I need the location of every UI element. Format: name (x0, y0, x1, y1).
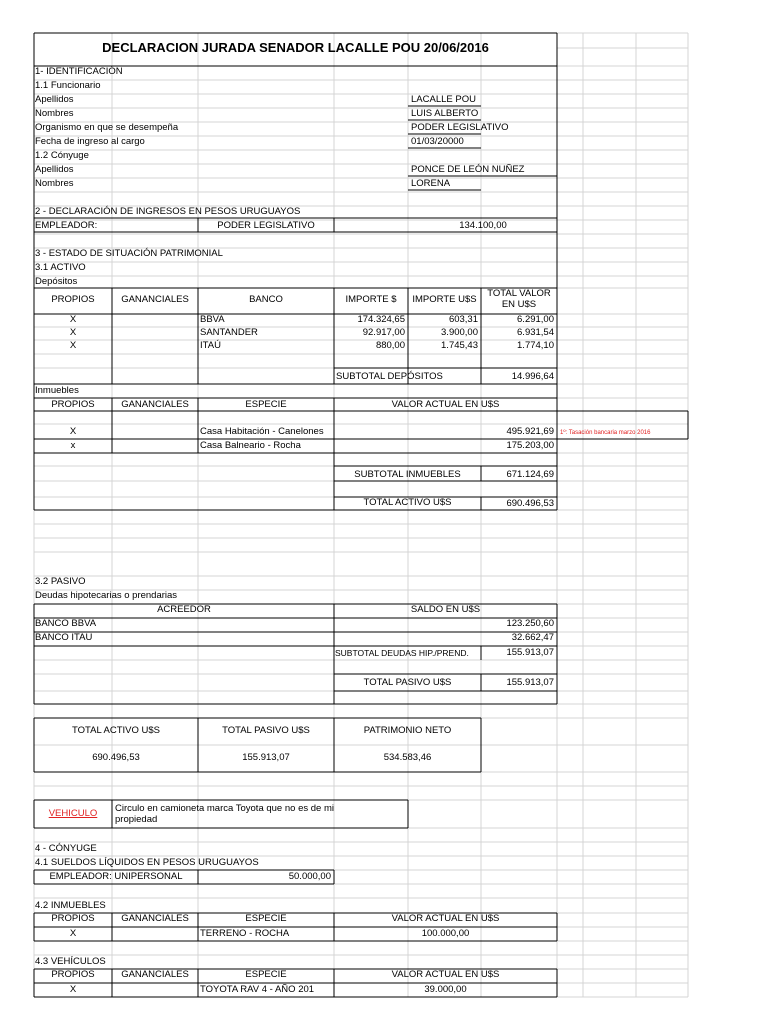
total-pasivo-value: 155.913,07 (506, 677, 554, 688)
apellidos-value: LACALLE POU (411, 94, 476, 105)
cv-header-valor: VALOR ACTUAL EN U$S (391, 969, 500, 980)
subtotal-deudas-label: SUBTOTAL DEUDAS HIP./PREND. (335, 648, 469, 658)
dep-row-1-usd: 603,31 (448, 314, 478, 325)
vehiculo-label: VEHICULO (48, 808, 98, 819)
empleador-value: PODER LEGISLATIVO (217, 220, 315, 231)
inm-header-valor: VALOR ACTUAL EN U$S (391, 399, 500, 410)
dep-row-2-banco: SANTANDER (200, 327, 258, 338)
pasivo-row-1-acreedor: BANCO BBVA (35, 618, 97, 629)
dep-header-total-1: TOTAL VALOR (487, 288, 551, 299)
inm-row-2-valor: 175.203,00 (506, 440, 554, 451)
saldo-header: SALDO EN U$S (410, 604, 481, 615)
section-conyuge: 4 - CÓNYUGE (35, 843, 97, 854)
inm-row-1-note: 1º: Tasación bancaria marzo 2016 (560, 430, 651, 436)
resumen-activo-label: TOTAL ACTIVO U$S (72, 725, 160, 736)
inm-row-2-propios: x (70, 440, 76, 451)
resumen-activo-value: 690.496,53 (92, 752, 140, 763)
inm-header-especie: ESPECIE (245, 399, 287, 410)
funcionario-heading: 1.1 Funcionario (35, 80, 101, 91)
cv-row-valor: 39.000,00 (424, 984, 467, 995)
ci-header-especie: ESPECIE (245, 913, 287, 924)
deudas-heading: Deudas hipotecarias o prendarias (35, 590, 178, 601)
dep-row-2-propios: X (69, 327, 77, 338)
conyuge-heading: 1.2 Cónyuge (35, 150, 89, 161)
sueldos-heading: 4.1 SUELDOS LÍQUIDOS EN PESOS URUGUAYOS (35, 857, 259, 868)
pasivo-row-2-acreedor: BANCO ITAU (35, 632, 93, 643)
organismo-value: PODER LEGISLATIVO (411, 122, 509, 133)
fecha-ingreso-label: Fecha de ingreso al cargo (35, 136, 145, 147)
vehiculo-text-2: propiedad (115, 814, 158, 825)
ci-header-propios: PROPIOS (51, 913, 95, 924)
dep-row-1-banco: BBVA (200, 314, 225, 325)
nombres-value: LUIS ALBERTO (411, 108, 479, 119)
subtotal-depositos-value: 14.996,64 (511, 371, 554, 382)
inmuebles-heading: Inmuebles (35, 385, 79, 396)
page-title: DECLARACION JURADA SENADOR LACALLE POU 20/06/2016 (102, 40, 489, 55)
activo-heading: 3.1 ACTIVO (35, 262, 86, 273)
nombres-label: Nombres (35, 108, 74, 119)
subtotal-depositos-label: SUBTOTAL DEPÓSITOS (336, 371, 443, 382)
acreedor-header: ACREEDOR (157, 604, 211, 615)
pasivo-row-2-saldo: 32.662,47 (511, 632, 554, 643)
ci-row-especie: TERRENO - ROCHA (200, 928, 290, 939)
ci-row-propios: X (69, 928, 77, 939)
inm-row-2-especie: Casa Balneario - Rocha (200, 440, 301, 451)
resumen-neto-label: PATRIMONIO NETO (363, 725, 452, 736)
total-pasivo-label: TOTAL PASIVO U$S (363, 677, 452, 688)
total-activo-label: TOTAL ACTIVO U$S (363, 497, 452, 508)
resumen-pasivo-value: 155.913,07 (242, 752, 290, 763)
pasivo-row-1-saldo: 123.250,60 (506, 618, 554, 629)
dep-header-banco: BANCO (249, 294, 283, 305)
empleador-label: EMPLEADOR: (35, 220, 98, 231)
subtotal-deudas-value: 155.913,07 (506, 647, 554, 658)
dep-header-propios: PROPIOS (51, 294, 95, 305)
apellidos-label: Apellidos (35, 94, 74, 105)
subtotal-inmuebles-value: 671.124,69 (506, 469, 554, 480)
inm-header-gananciales: GANANCIALES (121, 399, 189, 410)
subtotal-inmuebles-label: SUBTOTAL INMUEBLES (354, 469, 461, 480)
ci-header-valor: VALOR ACTUAL EN U$S (391, 913, 500, 924)
dep-row-2-usd: 3.900,00 (441, 327, 478, 338)
vehiculo-text-1: Circulo en camioneta marca Toyota que no es de mi (115, 803, 334, 814)
dep-row-3-propios: X (69, 340, 77, 351)
dep-header-importe-usd: IMPORTE U$S (412, 294, 477, 305)
conyuge-vehiculos-heading: 4.3 VEHÍCULOS (35, 956, 106, 967)
ci-row-valor: 100.000,00 (421, 928, 470, 939)
inm-header-propios: PROPIOS (51, 399, 95, 410)
conyuge-nombres-value: LORENA (411, 178, 451, 189)
dep-row-2-total: 6.931,54 (517, 327, 554, 338)
section-ingresos: 2 - DECLARACIÓN DE INGRESOS EN PESOS URUGUAYOS (35, 206, 301, 217)
conyuge-apellidos-value: PONCE DE LEÓN NUÑEZ (411, 164, 525, 175)
dep-row-1-propios: X (69, 314, 77, 325)
inm-row-1-propios: X (69, 426, 77, 437)
dep-row-3-pesos: 880,00 (375, 340, 405, 351)
section-patrimonio: 3 - ESTADO DE SITUACIÓN PATRIMONIAL (35, 248, 223, 259)
dep-row-3-usd: 1.745,43 (441, 340, 478, 351)
dep-header-importe-pesos: IMPORTE $ (345, 294, 397, 305)
conyuge-apellidos-label: Apellidos (35, 164, 74, 175)
section-identificacion: 1- IDENTIFICACIÓN (35, 66, 123, 77)
depositos-heading: Depósitos (35, 276, 78, 287)
conyuge-inmuebles-heading: 4.2 INMUEBLES (35, 900, 106, 911)
conyuge-nombres-label: Nombres (35, 178, 74, 189)
inm-row-1-especie: Casa Habitación - Canelones (200, 426, 324, 437)
cv-header-gananciales: GANANCIALES (121, 969, 189, 980)
cv-header-especie: ESPECIE (245, 969, 287, 980)
cv-header-propios: PROPIOS (51, 969, 95, 980)
cv-row-propios: X (69, 984, 77, 995)
dep-row-3-banco: ITAÚ (200, 340, 221, 351)
ci-header-gananciales: GANANCIALES (121, 913, 189, 924)
inm-row-1-valor: 495.921,69 (506, 426, 554, 437)
cv-row-especie: TOYOTA RAV 4 - AÑO 201 (200, 984, 315, 995)
conyuge-empleador: EMPLEADOR: UNIPERSONAL (49, 871, 183, 882)
organismo-label: Organismo en que se desempeña (35, 122, 179, 133)
dep-header-gananciales: GANANCIALES (121, 294, 189, 305)
total-activo-value: 690.496,53 (506, 498, 554, 509)
resumen-neto-value: 534.583,46 (383, 752, 432, 763)
dep-row-3-total: 1.774,10 (517, 340, 554, 351)
dep-header-total-2: EN U$S (501, 299, 537, 310)
dep-row-1-pesos: 174.324,65 (357, 314, 405, 325)
pasivo-heading: 3.2 PASIVO (35, 576, 86, 587)
dep-row-2-pesos: 92.917,00 (362, 327, 405, 338)
resumen-pasivo-label: TOTAL PASIVO U$S (222, 725, 310, 736)
dep-row-1-total: 6.291,00 (517, 314, 554, 325)
conyuge-sueldo: 50.000,00 (288, 871, 331, 882)
fecha-ingreso-value: 01/03/20000 (411, 136, 464, 147)
ingresos-amount: 134.100,00 (459, 220, 507, 231)
